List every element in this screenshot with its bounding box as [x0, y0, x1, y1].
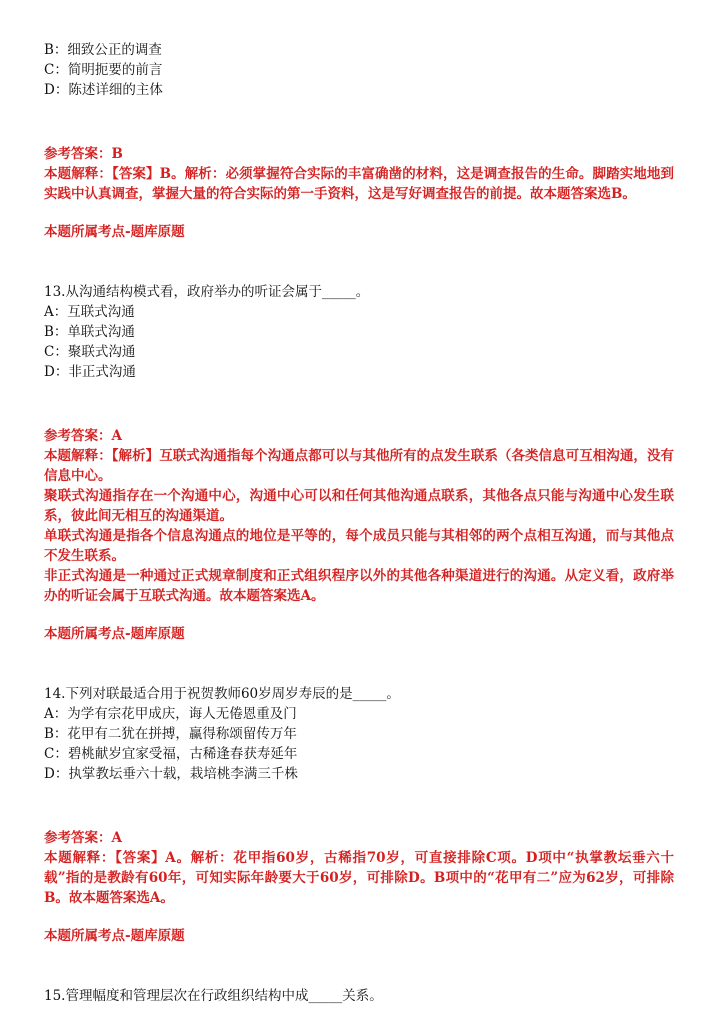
reference-answer: 参考答案：A: [44, 428, 122, 444]
reference-answer: 参考答案：B: [44, 146, 123, 162]
option-d: D：非正式沟通: [44, 364, 136, 380]
option-d: D：执掌教坛垂六十载，栽培桃李满三千株: [44, 766, 298, 782]
option-a: A：互联式沟通: [44, 304, 135, 320]
document-page: [44, 40, 684, 1006]
question-15: [44, 986, 684, 1006]
question-text: 15.管理幅度和管理层次在行政组织结构中成_____关系。: [44, 988, 383, 1004]
answer-explanation: 聚联式沟通指存在一个沟通中心，沟通中心可以和任何其他沟通点联系，其他各点只能与沟通中心发生联系，彼此间无相互的沟通渠道。: [44, 488, 674, 524]
option-c: C：简明扼要的前言: [44, 62, 163, 78]
answer-explanation: 非正式沟通是一种通过正式规章制度和正式组织程序以外的其他各种渠道进行的沟通。从定义看，政府举办的听证会属于互联式沟通。故本题答案选A。: [44, 568, 674, 604]
answer-explanation: 单联式沟通是指各个信息沟通点的地位是平等的，每个成员只能与其相邻的两个点相互沟通，而与其他点不发生联系。: [44, 528, 674, 564]
question-text: 14.下列对联最适合用于祝贺教师60岁周岁寿辰的是_____。: [44, 686, 400, 702]
question-text: 13.从沟通结构模式看，政府举办的听证会属于_____。: [44, 284, 370, 300]
option-b: B：细致公正的调查: [44, 42, 162, 58]
question-14: [44, 684, 684, 946]
option-c: C：聚联式沟通: [44, 344, 136, 360]
option-b: B：花甲有二犹在拼搏，赢得称颂留传万年: [44, 726, 297, 742]
topic-label: 本题所属考点-题库原题: [44, 626, 185, 642]
question-13: [44, 282, 684, 644]
option-a: A：为学有宗花甲成庆，诲人无倦恩重及门: [44, 706, 297, 722]
topic-label: 本题所属考点-题库原题: [44, 224, 185, 240]
question-12: [44, 40, 684, 242]
option-c: C：碧桃献岁宜家受福，古稀逢春获寿延年: [44, 746, 298, 762]
answer-explanation: 本题解释：【答案】B。解析：必须掌握符合实际的丰富确凿的材料，这是调查报告的生命。脚踏实地地到实践中认真调查，掌握大量的符合实际的第一手资料，这是写好调查报告的前提。故本题答案选B。: [44, 166, 674, 202]
reference-answer: 参考答案：A: [44, 830, 122, 846]
option-b: B：单联式沟通: [44, 324, 135, 340]
topic-label: 本题所属考点-题库原题: [44, 928, 185, 944]
answer-explanation: 本题解释：【解析】互联式沟通指每个沟通点都可以与其他所有的点发生联系（各类信息可互相沟通，没有信息中心。: [44, 448, 674, 484]
option-d: D：陈述详细的主体: [44, 82, 163, 98]
answer-explanation: 本题解释：【答案】A。解析：花甲指60岁，古稀指70岁，可直接排除C项。D项中“执掌教坛垂六十载”指的是教龄有60年，可知实际年龄要大于60岁，可排除D。B项中的“花甲有二”应为62岁，可排除B。故本题答案选A。: [44, 850, 674, 906]
